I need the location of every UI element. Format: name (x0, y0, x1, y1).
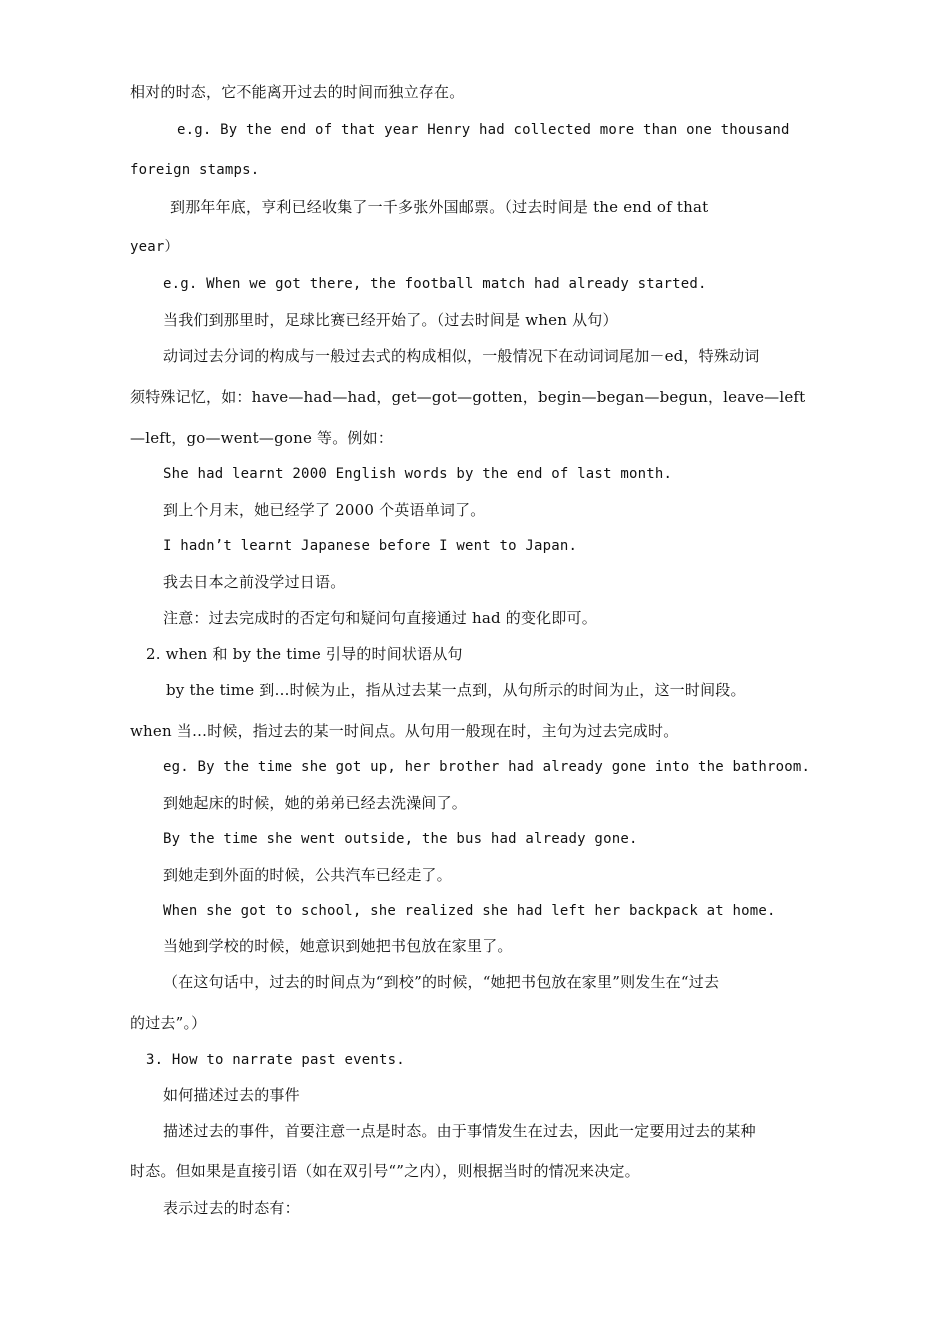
example-line: She had learnt 2000 English words by the end of last month. (163, 466, 673, 482)
section-heading: 2. when 和 by the time 引导的时间状语从句 (146, 645, 463, 663)
example-line: foreign stamps. (130, 162, 260, 178)
section-heading: 3. How to narrate past events. (146, 1052, 405, 1068)
translation-line: 到那年年底，亨利已经收集了一千多张外国邮票。（过去时间是 the end of that (170, 198, 709, 216)
text-line: —left，go—went—gone 等。例如： (130, 429, 394, 447)
example-line: When she got to school, she realized she had left her backpack at home. (163, 903, 776, 919)
text-line: 须特殊记忆，如：have—had—had，get—got—gotten，begin—began—begun，leave—left (130, 388, 806, 406)
translation-line: 到她走到外面的时候，公共汽车已经走了。 (163, 866, 452, 884)
text-line: 表示过去的时态有： (163, 1199, 300, 1217)
text-line: year） (130, 239, 179, 255)
example-line: eg. By the time she got up, her brother had already gone into the bathroom. (163, 759, 811, 775)
text-line: by the time 到…时候为止，指从过去某一点到，从句所示的时间为止，这一时间段。 (166, 681, 746, 699)
example-line: e.g. When we got there, the football match had already started. (163, 276, 707, 292)
example-line: By the time she went outside, the bus had already gone. (163, 831, 638, 847)
text-line: 时态。但如果是直接引语（如在双引号“”之内），则根据当时的情况来决定。 (130, 1162, 640, 1180)
text-line: 动词过去分词的构成与一般过去式的构成相似，一般情况下在动词词尾加－ed，特殊动词 (163, 347, 760, 365)
translation-line: 到她起床的时候，她的弟弟已经去洗澡间了。 (163, 794, 468, 812)
text-line: 描述过去的事件，首要注意一点是时态。由于事情发生在过去，因此一定要用过去的某种 (163, 1122, 756, 1140)
example-line: I hadn’t learnt Japanese before I went to Japan. (163, 538, 578, 554)
note-line: 注意：过去完成时的否定句和疑问句直接通过 had 的变化即可。 (163, 609, 597, 627)
text-line: 相对的时态，它不能离开过去的时间而独立存在。 (130, 83, 465, 101)
text-line: when 当…时候，指过去的某一时间点。从句用一般现在时，主句为过去完成时。 (130, 722, 679, 740)
translation-line: 当我们到那里时，足球比赛已经开始了。（过去时间是 when 从句） (163, 311, 618, 329)
example-line: e.g. By the end of that year Henry had collected more than one thousand (177, 122, 790, 138)
translation-line: 当她到学校的时候，她意识到她把书包放在家里了。 (163, 937, 513, 955)
text-line: （在这句话中，过去的时间点为“到校”的时候，“她把书包放在家里”则发生在“过去 (163, 973, 720, 991)
text-line: 如何描述过去的事件 (163, 1086, 300, 1104)
translation-line: 我去日本之前没学过日语。 (163, 573, 346, 591)
text-line: 的过去”。） (130, 1014, 207, 1032)
translation-line: 到上个月末，她已经学了 2000 个英语单词了。 (163, 501, 486, 519)
